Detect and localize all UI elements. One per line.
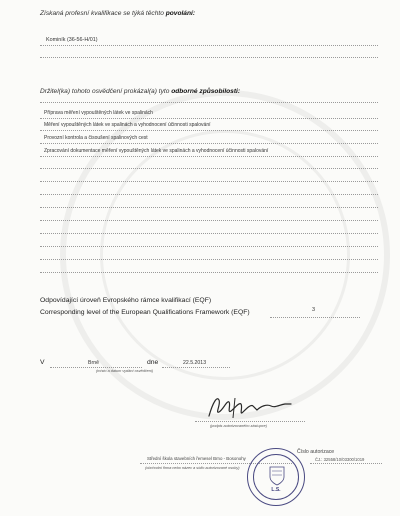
competence-line-1 xyxy=(40,118,378,119)
qualification-line-2 xyxy=(40,57,378,58)
authorization-number-line xyxy=(310,463,382,464)
signature-line xyxy=(195,421,305,422)
issue-caption: (místo a datum vydání osvědčení) xyxy=(96,369,154,373)
authority-name: Střední škola stavebních řemesel Brno - Bosonohy xyxy=(147,456,246,461)
competences-intro: Držitel(ka) tohoto osvědčení prokázal(a) tyto xyxy=(40,88,172,95)
blank-line-9 xyxy=(40,272,378,273)
eqf-level-line xyxy=(270,317,360,318)
stamp-crest-icon xyxy=(248,449,306,507)
eqf-label-en: Corresponding level of the European Qualifications Framework (EQF) xyxy=(40,309,250,316)
competence-item-2: Měření vypouštěných látek ve spalinách a vyhodnocení účinnosti spalování xyxy=(44,122,211,128)
stamp-ls-text: L.S. xyxy=(271,487,281,493)
blank-line-1 xyxy=(40,168,378,169)
competence-line-4 xyxy=(40,156,378,157)
competence-item-3: Provozní kontrola a čisoušení spalinových cest xyxy=(44,135,148,141)
issue-place-line xyxy=(50,367,142,368)
blank-line-3 xyxy=(40,194,378,195)
authorization-number-value: ČJ.: 32558/10/03300/1019 xyxy=(315,457,365,462)
competence-item-1: Příprava měření vypouštěných látek ve spalinách xyxy=(44,110,153,116)
blank-line-4 xyxy=(40,207,378,208)
competence-item-4: Zpracování dokumentace měření vypouštěných látek ve spalinách a vyhodnocení účinnosti spalování xyxy=(44,148,269,154)
eqf-level: 3 xyxy=(312,307,316,313)
competences-heading xyxy=(40,88,240,95)
qualification-value: Kominík (36-56-H/01) xyxy=(46,37,98,43)
competences-intro-bold: odborné způsobilosti: xyxy=(171,88,241,95)
competence-line-2 xyxy=(40,130,378,131)
qualification-heading xyxy=(40,10,195,17)
blank-line-8 xyxy=(40,259,378,260)
issue-prefix-v: V xyxy=(40,359,45,366)
competences-top-line xyxy=(40,102,378,103)
qualification-line-1 xyxy=(40,45,378,46)
competence-line-3 xyxy=(40,143,378,144)
signature-image xyxy=(205,392,297,422)
blank-line-7 xyxy=(40,246,378,247)
qualification-intro-bold: povolání: xyxy=(165,10,196,17)
qualification-intro: Získaná profesní kvalifikace se týká těchto xyxy=(40,10,166,17)
official-stamp xyxy=(247,448,305,506)
issue-date: 22.5.2013 xyxy=(183,360,207,366)
blank-line-6 xyxy=(40,233,378,234)
eqf-label-cs: Odpovídající úroveň Evropského rámce kvalifikací (EQF) xyxy=(40,297,212,304)
issue-prefix-dne: dne xyxy=(147,359,159,366)
blank-line-2 xyxy=(40,181,378,182)
authorization-number-label: Číslo autorizace xyxy=(297,449,335,455)
authority-caption: (obchodní firma nebo název a sídlo autorizované osoby) xyxy=(145,466,240,470)
signature-caption: (podpis autorizovaného zástupce) xyxy=(210,424,267,428)
issue-date-line xyxy=(162,367,230,368)
blank-line-5 xyxy=(40,220,378,221)
issue-place: Brně xyxy=(88,360,99,366)
